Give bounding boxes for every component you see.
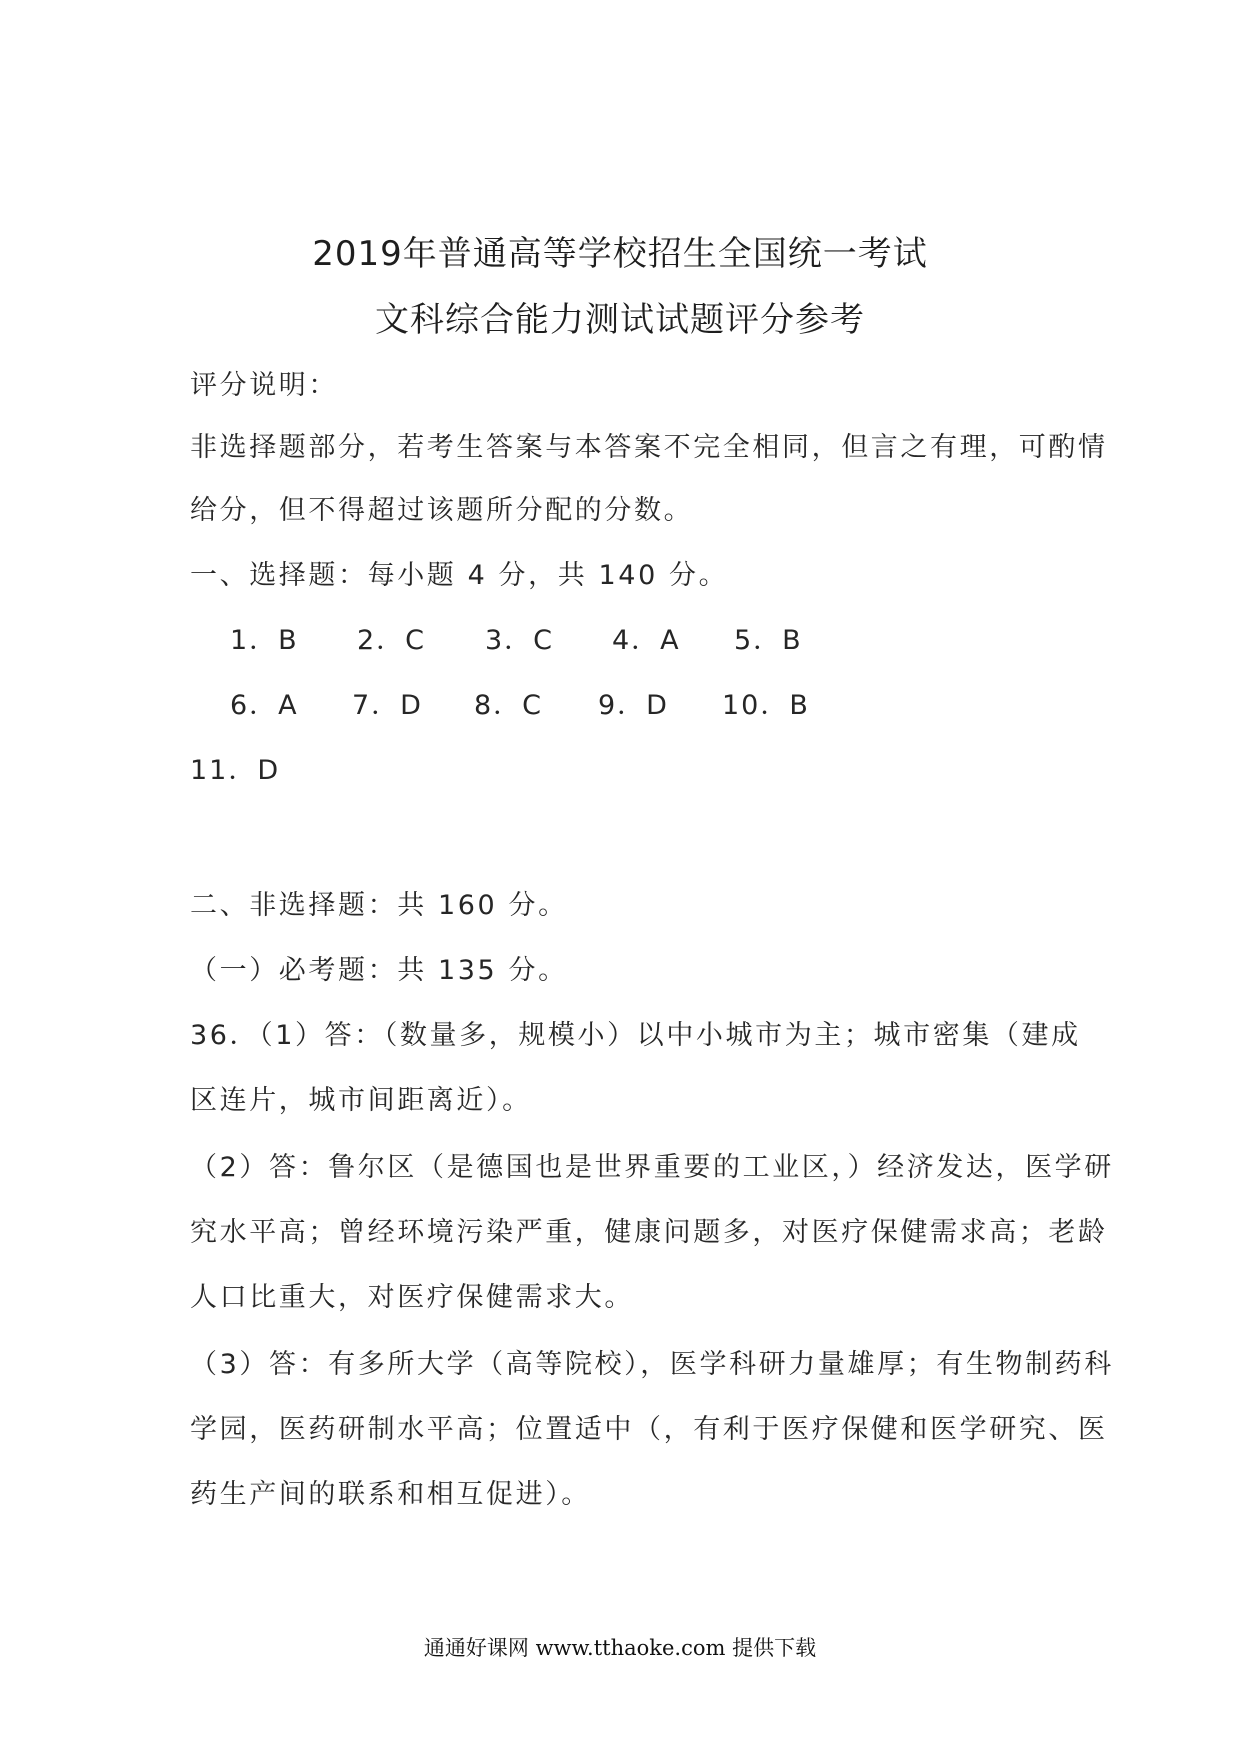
answer-item: 4．A (612, 625, 681, 656)
q36-part1-line-1: 36．（1）答：（数量多，规模小）以中小城市为主；城市密集（建成 (190, 1020, 1081, 1051)
q36-part3-line-1: （3）答：有多所大学（高等院校），医学科研力量雄厚；有生物制药科 (190, 1349, 1114, 1380)
q36-part3-line-3: 药生产间的联系和相互促进）。 (190, 1479, 591, 1510)
scoring-note-heading: 评分说明： (190, 370, 338, 401)
answer-item: 9．D (598, 690, 669, 721)
section-1-heading: 一、选择题：每小题 4 分，共 140 分。 (190, 560, 729, 591)
q36-part3-line-2: 学园，医药研制水平高；位置适中（，有利于医疗保健和医学研究、医 (190, 1414, 1108, 1445)
scoring-note-text-2: 给分，但不得超过该题所分配的分数。 (190, 495, 694, 526)
q36-part2-line-1: （2）答：鲁尔区（是德国也是世界重要的工业区，）经济发达，医学研 (190, 1152, 1114, 1183)
q36-part1-line-2: 区连片，城市间距离近）。 (190, 1085, 532, 1116)
page-title-line-1: 2019年普通高等学校招生全国统一考试 (312, 234, 928, 274)
section-2-heading: 二、非选择题：共 160 分。 (190, 890, 568, 921)
answer-item: 6．A (230, 690, 299, 721)
answer-item: 11．D (190, 755, 281, 786)
answer-item: 1．B (230, 625, 299, 656)
page-footer: 通通好课网 www.tthaoke.com 提供下载 (423, 1636, 817, 1660)
answer-item: 3．C (485, 625, 555, 656)
page-title-line-2: 文科综合能力测试试题评分参考 (375, 300, 865, 340)
section-2-sub-heading: （一）必考题：共 135 分。 (190, 955, 568, 986)
q36-part2-line-3: 人口比重大，对医疗保健需求大。 (190, 1282, 634, 1313)
answer-item: 5．B (734, 625, 803, 656)
answer-item: 2．C (357, 625, 427, 656)
answer-item: 10．B (722, 690, 810, 721)
answer-item: 7．D (352, 690, 423, 721)
scoring-note-text-1: 非选择题部分，若考生答案与本答案不完全相同，但言之有理，可酌情 (190, 432, 1108, 463)
q36-part2-line-2: 究水平高；曾经环境污染严重，健康问题多，对医疗保健需求高；老龄 (190, 1217, 1108, 1248)
answer-item: 8．C (474, 690, 544, 721)
